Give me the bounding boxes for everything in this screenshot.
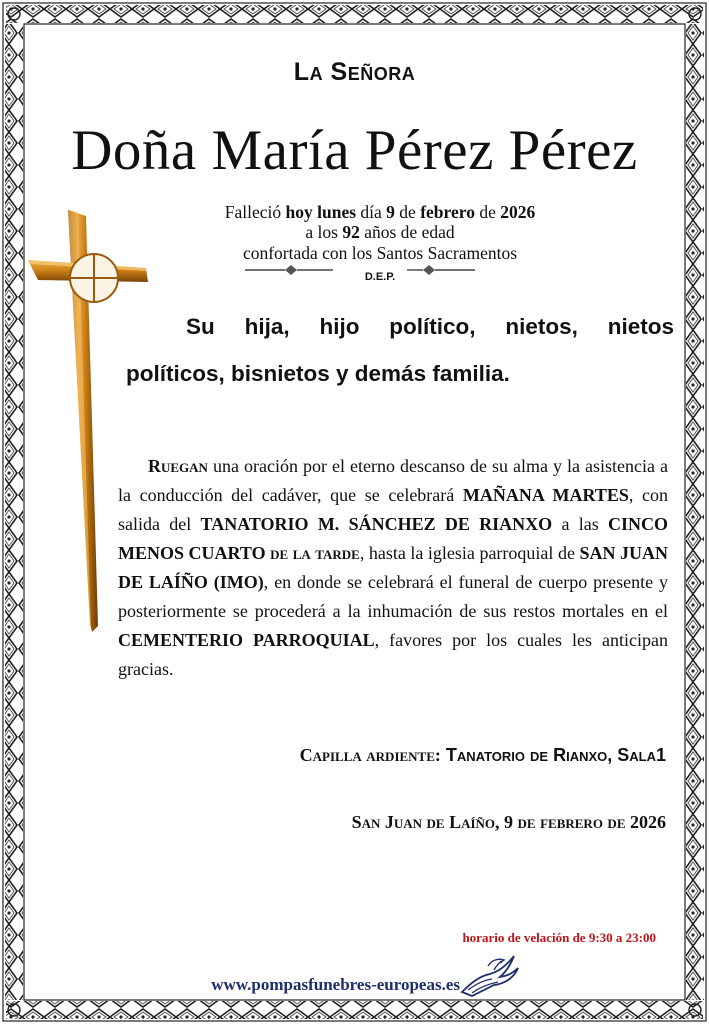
death-info-date: 9 <box>386 202 395 222</box>
family-line1: Su hija, hijo político, nietos, nietos <box>186 314 674 339</box>
body-cemetery: CEMENTERIO PARROQUIAL <box>118 630 375 650</box>
body-paragraph <box>118 452 668 684</box>
death-info-day: hoy lunes <box>285 202 357 222</box>
title-la-senora: La Señora <box>293 58 416 86</box>
capilla-line <box>200 745 666 766</box>
body-time-period: de la tarde <box>270 543 360 563</box>
death-info-text: día <box>356 202 387 222</box>
dep-label: D.E.P. <box>364 271 396 283</box>
capilla-label: Capilla ardiente: <box>299 745 441 765</box>
age-text: años de edad <box>359 222 455 242</box>
body-text: , favores por los cuales les anticipan gracias. <box>118 630 668 679</box>
death-info-line1 <box>150 202 610 223</box>
body-text: , con salida del <box>118 485 668 534</box>
dove-icon <box>458 952 520 998</box>
death-info-text: Falleció <box>224 202 286 222</box>
body-church: SAN JUAN DE LAÍÑO (IMO) <box>118 543 669 592</box>
death-info-text: de <box>474 202 501 222</box>
website-link[interactable]: www.pompasfunebres-europeas.es <box>211 975 460 994</box>
deceased-name: Doña María Pérez Pérez <box>71 119 638 182</box>
sacraments-line: confortada con los Santos Sacramentos <box>242 243 518 263</box>
death-info-text: de <box>394 202 421 222</box>
age-value: 92 <box>342 222 360 242</box>
death-info-year: 2026 <box>500 202 536 222</box>
body-text: , hasta la iglesia parroquial de <box>359 543 580 563</box>
body-ruegan: Ruegan <box>148 456 208 476</box>
death-info-line2 <box>150 222 610 243</box>
family-line2: políticos, bisnietos y demás familia. <box>126 361 510 386</box>
body-when: MAÑANA MARTES <box>462 485 629 505</box>
body-text: , en donde se celebrará el funeral de cuerpo presente y posteriormente se procederá a la inhumación de sus restos mortales en el <box>118 572 669 621</box>
age-text: a los <box>305 222 343 242</box>
viewing-hours: horario de velación de 9:30 a 23:00 <box>462 930 656 945</box>
death-info-month: febrero <box>420 202 475 222</box>
body-text: a las <box>552 514 608 534</box>
body-text: una oración por el eterno descanso de su alma y la asistencia a la conducción del cadáver, que se celebrará <box>118 456 668 505</box>
place-date-line: San Juan de Laíño, 9 de febrero de 2026 <box>351 812 666 832</box>
body-tanatorio: TANATORIO M. SÁNCHEZ DE RIANXO <box>200 514 553 534</box>
capilla-place: Tanatorio de Rianxo, Sala1 <box>440 745 666 765</box>
body-time: CINCO MENOS CUARTO <box>118 514 668 563</box>
